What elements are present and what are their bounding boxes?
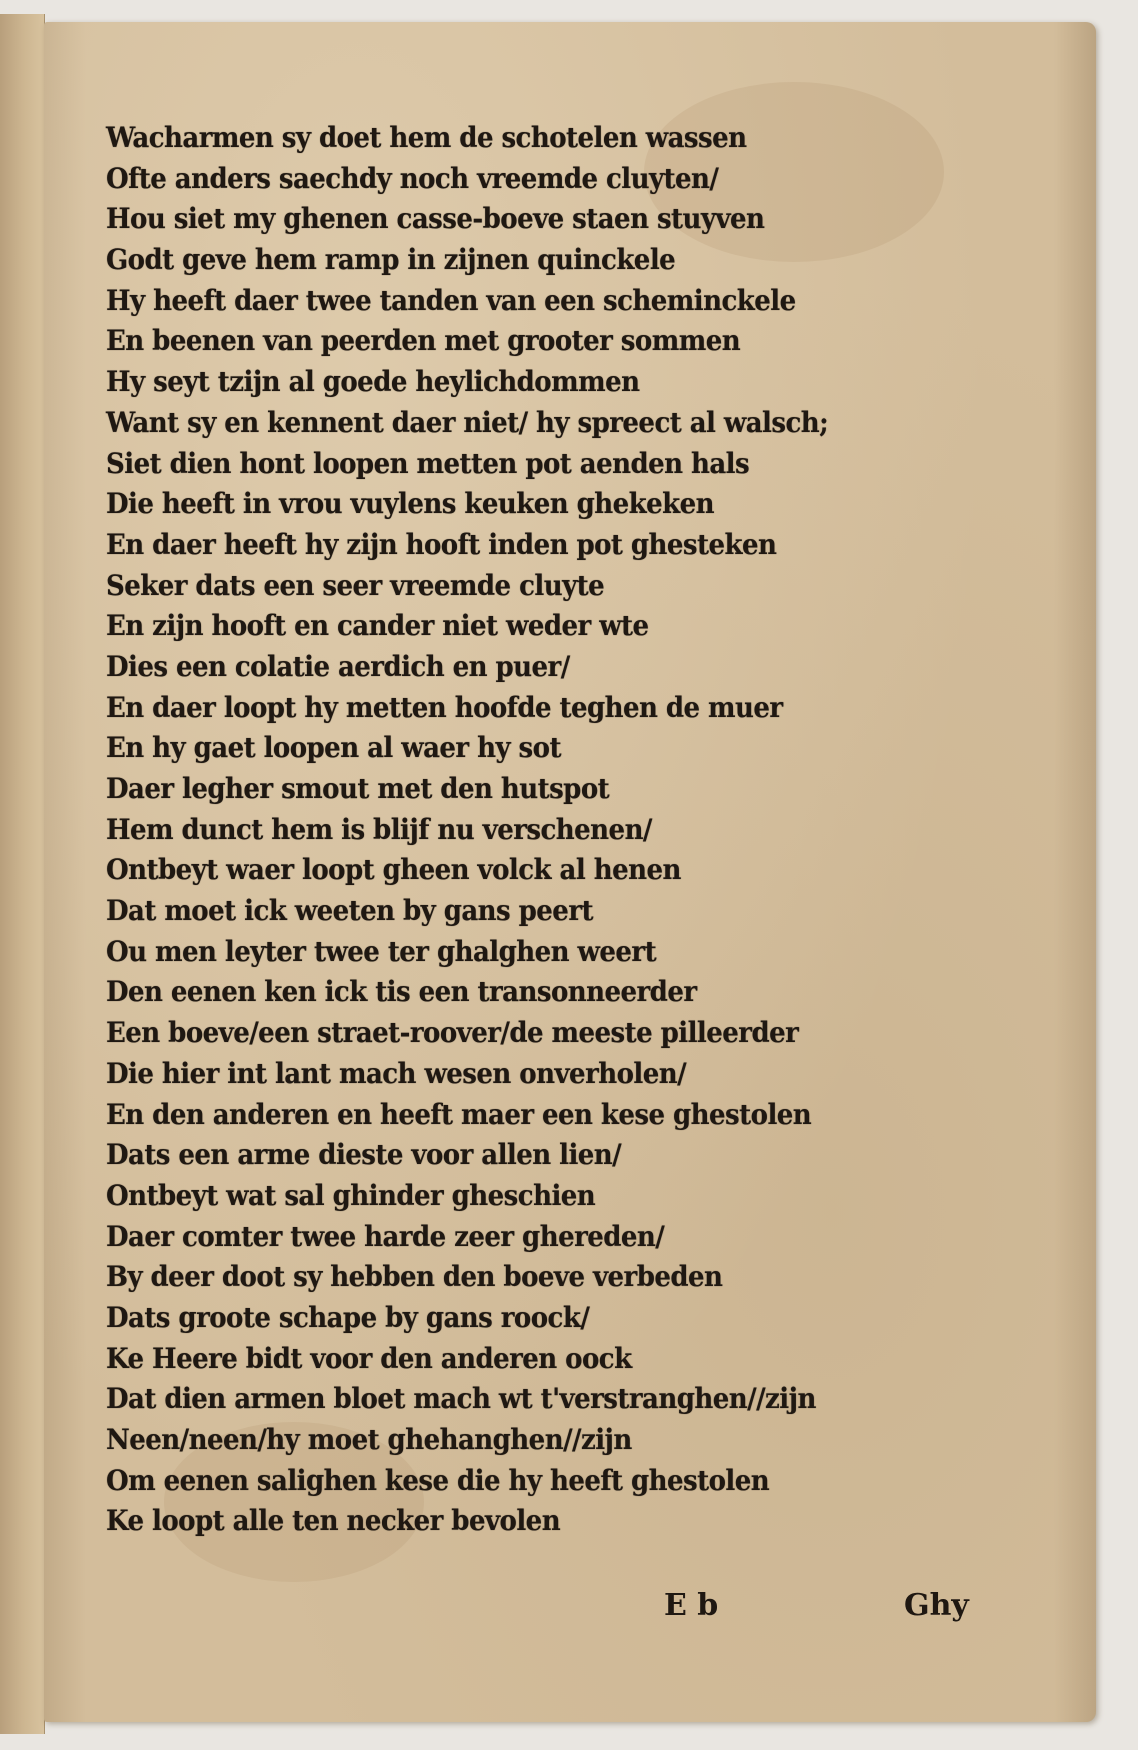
book-page <box>44 22 1096 1722</box>
text-line: En den anderen en heeft maer een kese ghestolen <box>106 1097 812 1131</box>
text-line: Godt geve hem ramp in zijnen quinckele <box>106 243 676 277</box>
text-line: Daer comter twee harde zeer ghereden/ <box>106 1219 665 1253</box>
text-line: Een boeve/een straet-roover/de meeste pilleerder <box>106 1016 799 1050</box>
text-line: Neen/neen/hy moet ghehanghen//zijn <box>106 1423 632 1456</box>
text-line: Die heeft in vrou vuylens keuken ghekeken <box>106 487 715 521</box>
text-line: En daer loopt hy metten hoofde teghen de muer <box>106 690 783 724</box>
signature-mark: E b <box>664 1588 719 1623</box>
text-line: En zijn hooft en cander niet weder wte <box>106 609 649 643</box>
text-line: Daer legher smout met den hutspot <box>106 772 610 805</box>
text-line: Siet dien hont loopen metten pot aenden hals <box>106 446 750 480</box>
text-line: Hy seyt tzijn al goede heylichdommen <box>106 365 640 399</box>
text-line: En hy gaet loopen al waer hy sot <box>106 731 561 765</box>
text-line: Ke Heere bidt voor den anderen oock <box>106 1341 632 1375</box>
text-line: Dat dien armen bloet mach wt t'verstranghen//zijn <box>106 1382 816 1416</box>
text-line: Om eenen salighen kese die hy heeft ghestolen <box>106 1463 770 1497</box>
text-line: Want sy en kennent daer niet/ hy spreect al walsch; <box>106 405 829 439</box>
text-line: Ontbeyt wat sal ghinder gheschien <box>106 1178 596 1212</box>
text-line: Dats een arme dieste voor allen lien/ <box>106 1138 622 1172</box>
text-line: Die hier int lant mach wesen onverholen/ <box>106 1056 687 1090</box>
text-line: En daer heeft hy zijn hooft inden pot ghesteken <box>106 527 777 561</box>
text-line: Seker dats een seer vreemde cluyte <box>106 568 605 602</box>
text-line: By deer doot sy hebben den boeve verbeden <box>106 1260 723 1294</box>
text-line: En beenen van peerden met grooter sommen <box>106 324 741 358</box>
poem-text <box>106 118 1066 1542</box>
text-line: Ofte anders saechdy noch vreemde cluyten/ <box>106 161 719 195</box>
text-line: Dats groote schape by gans roock/ <box>106 1300 590 1334</box>
text-line: Wacharmen sy doet hem de schotelen wassen <box>106 121 747 154</box>
previous-page-edge <box>0 14 45 1734</box>
text-line: Ontbeyt waer loopt gheen volck al henen <box>106 853 681 887</box>
text-line: Hou siet my ghenen casse-boeve staen stuyven <box>106 202 765 236</box>
text-line: Den eenen ken ick tis een transonneerder <box>106 975 697 1009</box>
text-line: Dies een colatie aerdich en puer/ <box>106 649 570 683</box>
text-line: Hy heeft daer twee tanden van een scheminckele <box>106 283 796 317</box>
catchword: Ghy <box>904 1588 969 1623</box>
text-line: Ou men leyter twee ter ghalghen weert <box>106 934 657 968</box>
text-line: Ke loopt alle ten necker bevolen <box>106 1504 561 1538</box>
text-line: Dat moet ick weeten by gans peert <box>106 894 593 928</box>
page-footer <box>44 1588 1096 1632</box>
text-line: Hem dunct hem is blijf nu verschenen/ <box>106 812 652 846</box>
